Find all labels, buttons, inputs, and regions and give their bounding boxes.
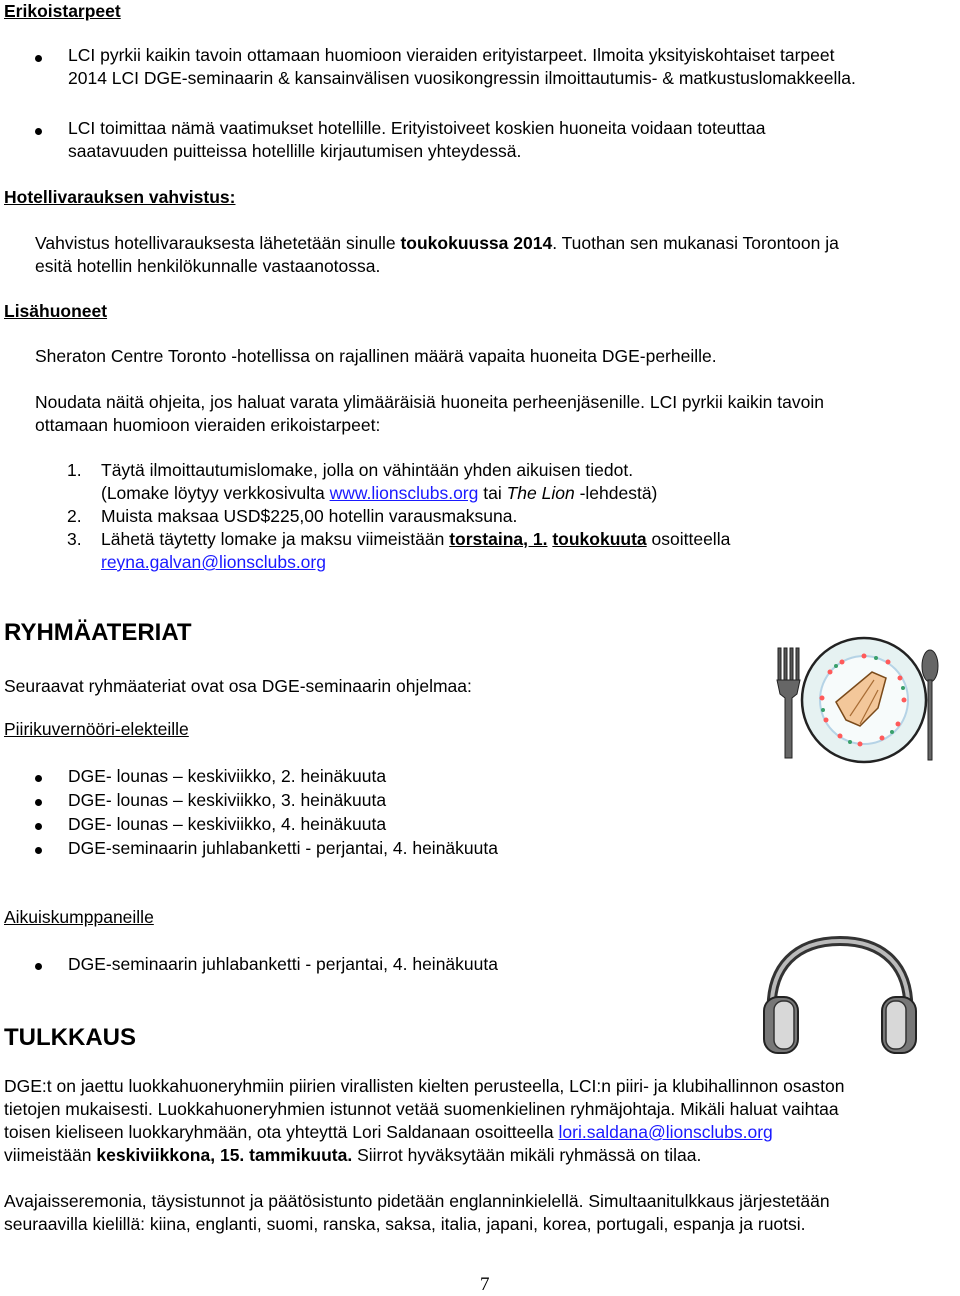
hotel-confirmation-line2: esitä hotellin henkilökunnalle vastaanotossa. [35, 256, 381, 276]
interpretation-p1-line2: tietojen mukaisesti. Luokkahuoneryhmien istunnot vetää suomenkielinen ryhmäjohtaja. Mikäli haluat vaihtaa [4, 1099, 839, 1119]
step3-pre: Lähetä täytetty lomake ja maksu viimeistään [101, 529, 450, 549]
extra-rooms-para2-line1: Noudata näitä ohjeita, jos haluat varata ylimääräisiä huoneita perheenjäsenille. LCI pyrkii kaikin tavoin [35, 392, 824, 412]
reyna-email-link[interactable]: reyna.galvan@lionsclubs.org [101, 552, 326, 572]
step3-email [101, 551, 326, 574]
governors-item: DGE-seminaarin juhlabanketti - perjantai, 4. heinäkuuta [68, 838, 498, 858]
special-needs-bullet1-line1: LCI pyrkii kaikin tavoin ottamaan huomioon vieraiden erityistarpeet. Ilmoita yksityiskohtaiset tarpeet [68, 45, 835, 65]
headphones-icon [750, 935, 930, 1060]
hotel-confirmation-text: Vahvistus hotellivarauksesta lähetetään sinulle [35, 233, 401, 253]
governors-item: DGE- lounas – keskiviikko, 4. heinäkuuta [68, 814, 387, 834]
the-lion-title: The Lion [506, 483, 575, 503]
bullet-icon [35, 775, 42, 782]
bullet-icon [35, 847, 42, 854]
hotel-confirmation-heading: Hotellivarauksen vahvistus: [4, 187, 236, 207]
interpretation-p2-line1: Avajaisseremonia, täysistunnot ja päätösistunto pidetään englanninkielellä. Simultaanitulkkaus järjestetään [4, 1191, 830, 1211]
interpretation-p1-line3 [4, 1121, 773, 1144]
interpretation-p1-line4 [4, 1144, 701, 1167]
step1-number: 1. [67, 460, 82, 480]
special-needs-heading: Erikoistarpeet [4, 1, 121, 21]
step3-text [101, 528, 730, 551]
bullet-icon [35, 799, 42, 806]
partners-item: DGE-seminaarin juhlabanketti - perjantai, 4. heinäkuuta [68, 954, 498, 974]
extra-rooms-para1: Sheraton Centre Toronto -hotellissa on rajallinen määrä vapaita huoneita DGE-perheille. [35, 346, 717, 366]
interpretation-contact-text: toisen kieliseen luokkaryhmään, ota yhteyttä Lori Saldanaan osoitteella [4, 1122, 559, 1142]
governors-heading: Piirikuvernööri-elekteille [4, 719, 189, 739]
governors-item: DGE- lounas – keskiviikko, 3. heinäkuuta [68, 790, 387, 810]
step1-sub-post: -lehdestä) [574, 483, 658, 503]
hotel-confirmation-date: toukokuussa 2014 [400, 233, 553, 253]
extra-rooms-heading: Lisähuoneet [4, 301, 108, 321]
hotel-confirmation-line1 [35, 232, 839, 255]
interpretation-p1-line1: DGE:t on jaettu luokkahuoneryhmiin piirien virallisten kielten perusteella, LCI:n piiri- ja klubihallinnon osaston [4, 1076, 845, 1096]
lionsclubs-link[interactable]: www.lionsclubs.org [329, 483, 479, 503]
step1-text: Täytä ilmoittautumislomake, jolla on vähintään yhden aikuisen tiedot. [101, 460, 634, 480]
interpretation-deadline-pre: viimeistään [4, 1145, 97, 1165]
interpretation-p2-line2: seuraavilla kielillä: kiina, englanti, suomi, ranska, saksa, italia, japani, korea, portugali, espanja ja ruotsi. [4, 1214, 806, 1234]
step3-deadline-day: torstaina, 1. [449, 529, 548, 549]
interpretation-heading: TULKKAUS [4, 1024, 136, 1051]
step3-number: 3. [67, 529, 82, 549]
step3-post: osoitteella [646, 529, 731, 549]
step1-subtext [101, 482, 657, 505]
step1-sub-mid: tai [478, 483, 507, 503]
table-setting-icon [770, 628, 942, 766]
special-needs-bullet2-line2: saatavuuden puitteissa hotellille kirjautumisen yhteydessä. [68, 141, 522, 161]
group-materials-intro: Seuraavat ryhmäateriat ovat osa DGE-seminaarin ohjelmaa: [4, 676, 472, 696]
group-materials-heading: RYHMÄATERIAT [4, 619, 192, 646]
step2-text: Muista maksaa USD$225,00 hotellin varausmaksuna. [101, 506, 518, 526]
step3-deadline-month: toukokuuta [552, 529, 647, 549]
bullet-icon [35, 55, 42, 62]
lori-email-link[interactable]: lori.saldana@lionsclubs.org [558, 1122, 773, 1142]
governors-item: DGE- lounas – keskiviikko, 2. heinäkuuta [68, 766, 387, 786]
partners-heading: Aikuiskumppaneille [4, 907, 154, 927]
bullet-icon [35, 128, 42, 135]
hotel-confirmation-text-cont: . Tuothan sen mukanasi Torontoon ja [552, 233, 839, 253]
bullet-icon [35, 823, 42, 830]
bullet-icon [35, 963, 42, 970]
page-number: 7 [480, 1274, 490, 1295]
step2-number: 2. [67, 506, 82, 526]
interpretation-deadline: keskiviikkona, 15. tammikuuta. [96, 1145, 353, 1165]
special-needs-bullet2-line1: LCI toimittaa nämä vaatimukset hotellille. Erityistoiveet koskien huoneita voidaan toteuttaa [68, 118, 766, 138]
special-needs-bullet1-line2: 2014 LCI DGE-seminaarin & kansainvälisen vuosikongressin ilmoittautumis- & matkustuslomakkeella. [68, 68, 856, 88]
extra-rooms-para2-line2: ottamaan huomioon vieraiden erikoistarpeet: [35, 415, 381, 435]
step1-sub-pre: (Lomake löytyy verkkosivulta [101, 483, 330, 503]
interpretation-deadline-post: Siirrot hyväksytään mikäli ryhmässä on tilaa. [352, 1145, 702, 1165]
